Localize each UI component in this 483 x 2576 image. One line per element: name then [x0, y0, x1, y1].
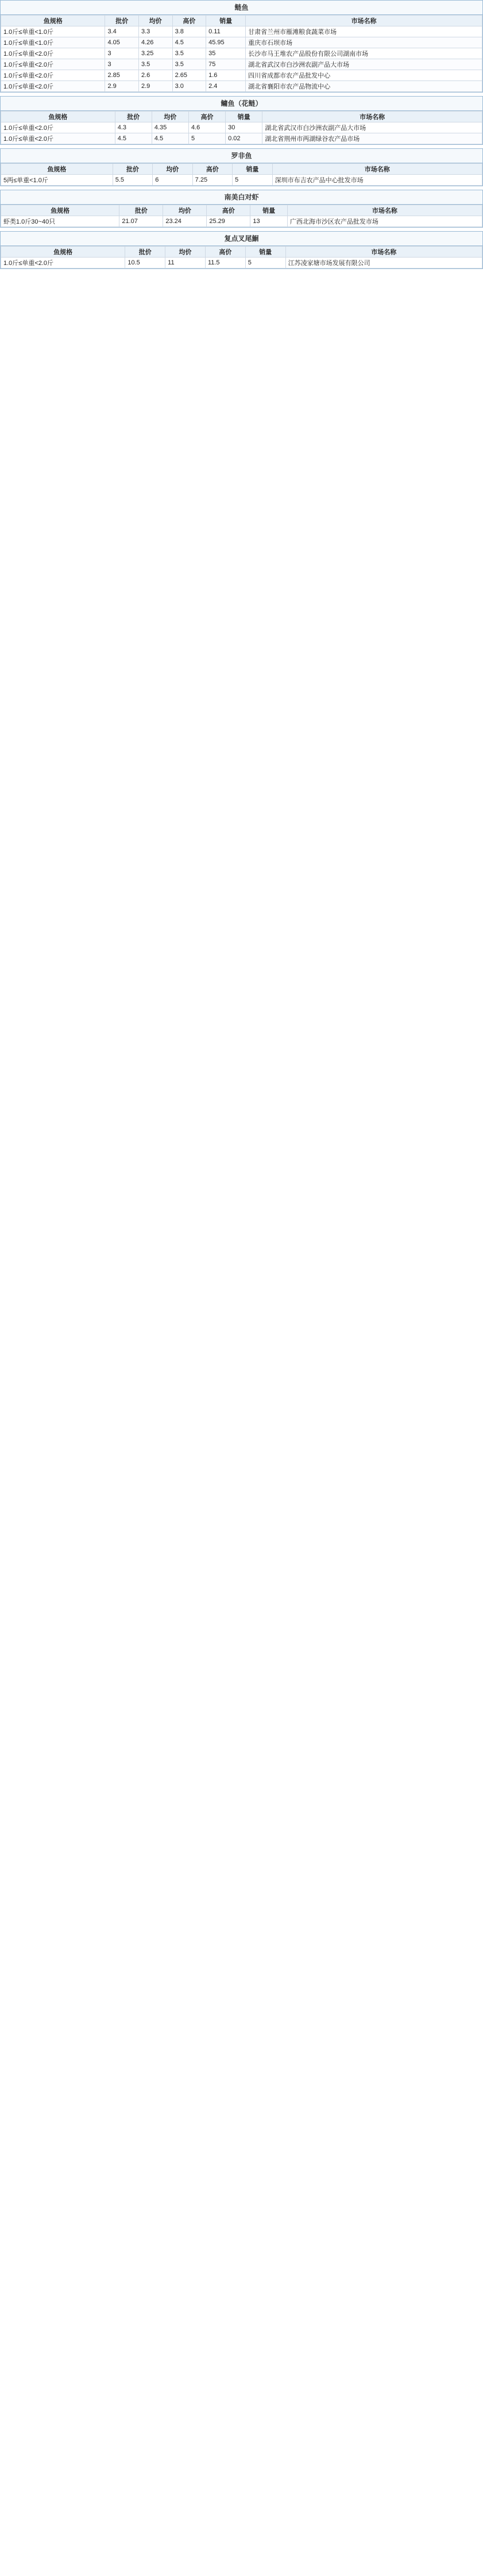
cell-wholesale: 4.05 [105, 37, 139, 48]
col-high: 高价 [188, 112, 225, 122]
col-volume: 销量 [245, 247, 285, 258]
cell-wholesale: 3.4 [105, 26, 139, 37]
cell-avg: 3.3 [139, 26, 173, 37]
col-high: 高价 [205, 247, 245, 258]
cell-high: 3.5 [172, 59, 206, 70]
table-row [1, 26, 482, 37]
cell-avg: 4.26 [139, 37, 173, 48]
price-table [1, 15, 482, 92]
cell-spec: 1.0斤≤单重<2.0斤 [1, 81, 105, 92]
cell-spec: 1.0斤≤单重<2.0斤 [1, 48, 105, 59]
cell-spec: 1.0斤≤单重<2.0斤 [1, 258, 125, 268]
col-wholesale: 批价 [105, 16, 139, 26]
section-silver-carp [0, 0, 483, 93]
col-avg: 均价 [163, 205, 207, 216]
cell-spec: 1.0斤≤单重<2.0斤 [1, 122, 115, 133]
cell-wholesale: 21.07 [119, 216, 163, 227]
section-title: 南美白对虾 [1, 190, 482, 205]
cell-avg: 11 [165, 258, 206, 268]
cell-volume: 75 [206, 59, 246, 70]
cell-spec: 1.0斤≤单重<2.0斤 [1, 59, 105, 70]
cell-market: 湖北省武汉市白沙洲农副产品大市场 [262, 122, 482, 133]
price-table [1, 246, 482, 268]
cell-wholesale: 4.5 [115, 133, 152, 144]
cell-wholesale: 10.5 [125, 258, 165, 268]
cell-wholesale: 2.9 [105, 81, 139, 92]
cell-avg: 4.35 [152, 122, 188, 133]
cell-market: 重庆市石坝市场 [246, 37, 482, 48]
cell-volume: 5 [233, 175, 272, 186]
cell-wholesale: 4.3 [115, 122, 152, 133]
cell-high: 3.0 [172, 81, 206, 92]
cell-volume: 35 [206, 48, 246, 59]
cell-volume: 2.4 [206, 81, 246, 92]
col-market: 市场名称 [272, 164, 482, 175]
cell-high: 5 [188, 133, 225, 144]
col-avg: 均价 [153, 164, 192, 175]
cell-avg: 4.5 [152, 133, 188, 144]
cell-market: 江苏凌家塘市场发展有限公司 [285, 258, 482, 268]
cell-volume: 0.11 [206, 26, 246, 37]
cell-high: 11.5 [205, 258, 245, 268]
table-row [1, 48, 482, 59]
section-title: 鳙鱼（花鲢） [1, 97, 482, 111]
table-row [1, 216, 482, 227]
cell-wholesale: 3 [105, 59, 139, 70]
cell-volume: 0.02 [226, 133, 262, 144]
col-spec: 鱼规格 [1, 247, 125, 258]
section-bighead-carp [0, 96, 483, 145]
section-catfish [0, 231, 483, 269]
cell-avg: 3.5 [139, 59, 173, 70]
cell-high: 2.65 [172, 70, 206, 81]
col-avg: 均价 [139, 16, 173, 26]
col-wholesale: 批价 [119, 205, 163, 216]
cell-market: 深圳市布吉农产品中心批发市场 [272, 175, 482, 186]
col-wholesale: 批价 [113, 164, 152, 175]
cell-high: 4.6 [188, 122, 225, 133]
col-wholesale: 批价 [115, 112, 152, 122]
section-title: 罗非鱼 [1, 149, 482, 163]
cell-avg: 23.24 [163, 216, 207, 227]
section-title: 复点叉尾鮰 [1, 232, 482, 246]
col-high: 高价 [192, 164, 232, 175]
cell-avg: 2.9 [139, 81, 173, 92]
col-market: 市场名称 [262, 112, 482, 122]
cell-avg: 6 [153, 175, 192, 186]
cell-high: 25.29 [207, 216, 250, 227]
cell-high: 3.5 [172, 48, 206, 59]
section-tilapia [0, 148, 483, 186]
price-table [1, 205, 482, 227]
cell-spec: 1.0斤≤单重<2.0斤 [1, 70, 105, 81]
col-spec: 鱼规格 [1, 164, 113, 175]
cell-avg: 2.6 [139, 70, 173, 81]
col-market: 市场名称 [287, 205, 482, 216]
cell-wholesale: 5.5 [113, 175, 152, 186]
table-row [1, 70, 482, 81]
table-row [1, 59, 482, 70]
cell-spec: 1.0斤≤单重<1.0斤 [1, 37, 105, 48]
cell-market: 长沙市马王堆农产品股份有限公司湖南市场 [246, 48, 482, 59]
col-wholesale: 批价 [125, 247, 165, 258]
table-row [1, 81, 482, 92]
cell-wholesale: 2.85 [105, 70, 139, 81]
cell-spec: 1.0斤≤单重<1.0斤 [1, 26, 105, 37]
col-market: 市场名称 [246, 16, 482, 26]
cell-market: 四川省成都市农产品批发中心 [246, 70, 482, 81]
table-row [1, 175, 482, 186]
cell-volume: 13 [250, 216, 287, 227]
col-volume: 销量 [233, 164, 272, 175]
col-volume: 销量 [226, 112, 262, 122]
cell-avg: 3.25 [139, 48, 173, 59]
col-spec: 鱼规格 [1, 205, 119, 216]
cell-market: 湖北省荆州市两湖绿谷农产品市场 [262, 133, 482, 144]
cell-volume: 30 [226, 122, 262, 133]
table-row [1, 258, 482, 268]
table-row [1, 37, 482, 48]
section-title: 鲢鱼 [1, 1, 482, 15]
cell-wholesale: 3 [105, 48, 139, 59]
col-spec: 鱼规格 [1, 112, 115, 122]
col-volume: 销量 [206, 16, 246, 26]
cell-spec: 1.0斤≤单重<2.0斤 [1, 133, 115, 144]
col-high: 高价 [172, 16, 206, 26]
cell-volume: 1.6 [206, 70, 246, 81]
col-avg: 均价 [165, 247, 206, 258]
cell-market: 广西北海市沙区农产品批发市场 [287, 216, 482, 227]
price-table [1, 111, 482, 144]
col-avg: 均价 [152, 112, 188, 122]
cell-high: 3.8 [172, 26, 206, 37]
price-table [1, 163, 482, 186]
col-spec: 鱼规格 [1, 16, 105, 26]
cell-high: 4.5 [172, 37, 206, 48]
col-high: 高价 [207, 205, 250, 216]
cell-market: 湖北省襄阳市农产品物流中心 [246, 81, 482, 92]
cell-high: 7.25 [192, 175, 232, 186]
cell-spec: 5两≤单重<1.0斤 [1, 175, 113, 186]
col-market: 市场名称 [285, 247, 482, 258]
table-row [1, 122, 482, 133]
cell-market: 甘肃省兰州市雁滩粮食蔬菜市场 [246, 26, 482, 37]
cell-market: 湖北省武汉市白沙洲农副产品大市场 [246, 59, 482, 70]
table-row [1, 133, 482, 144]
cell-volume: 5 [245, 258, 285, 268]
section-white-shrimp [0, 190, 483, 228]
col-volume: 销量 [250, 205, 287, 216]
cell-volume: 45.95 [206, 37, 246, 48]
cell-spec: 虾类1.0斤30~40只 [1, 216, 119, 227]
